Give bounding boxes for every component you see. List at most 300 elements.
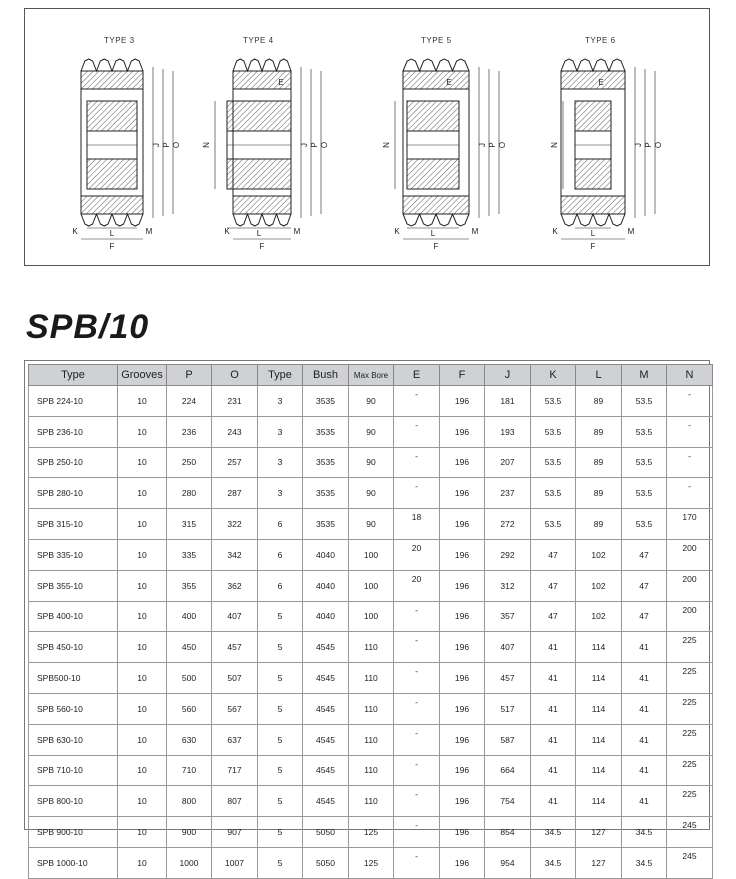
table-cell: 102 bbox=[576, 570, 622, 601]
dimension-letter: K bbox=[552, 227, 558, 236]
table-cell: 127 bbox=[576, 817, 622, 848]
table-cell: - bbox=[667, 447, 713, 478]
table-cell: 200 bbox=[667, 601, 713, 632]
table-cell: SPB 400-10 bbox=[29, 601, 118, 632]
table-cell: 225 bbox=[667, 755, 713, 786]
groove-profile bbox=[561, 214, 625, 226]
table-cell: SPB500-10 bbox=[29, 663, 118, 694]
dimension-letter: L bbox=[256, 229, 262, 238]
table-cell: 10 bbox=[118, 693, 167, 724]
table-cell: 322 bbox=[212, 509, 258, 540]
table-cell: - bbox=[394, 663, 440, 694]
dimension-letter: L bbox=[109, 229, 115, 238]
dimension-letter: N bbox=[382, 142, 391, 148]
table-cell: 10 bbox=[118, 724, 167, 755]
table-cell: 587 bbox=[485, 724, 531, 755]
table-cell: 225 bbox=[667, 693, 713, 724]
table-cell: 6 bbox=[258, 539, 303, 570]
table-cell: SPB 450-10 bbox=[29, 632, 118, 663]
table-cell: 100 bbox=[349, 570, 394, 601]
table-cell: SPB 900-10 bbox=[29, 817, 118, 848]
table-cell: 10 bbox=[118, 447, 167, 478]
table-row bbox=[29, 693, 713, 724]
table-cell: 34.5 bbox=[531, 847, 576, 878]
table-cell: 114 bbox=[576, 786, 622, 817]
table-row bbox=[29, 847, 713, 878]
table-cell: 3535 bbox=[303, 416, 349, 447]
table-cell: 41 bbox=[622, 755, 667, 786]
rim-section bbox=[81, 196, 143, 214]
table-cell: 196 bbox=[440, 447, 485, 478]
table-cell: 5 bbox=[258, 724, 303, 755]
table-cell: 196 bbox=[440, 663, 485, 694]
table-cell: 41 bbox=[622, 786, 667, 817]
table-cell: 225 bbox=[667, 786, 713, 817]
dimension-letter: J bbox=[152, 143, 161, 147]
table-cell: 47 bbox=[622, 570, 667, 601]
table-cell: 10 bbox=[118, 570, 167, 601]
table-cell: 53.5 bbox=[531, 447, 576, 478]
table-cell: 257 bbox=[212, 447, 258, 478]
dimension-letter: M bbox=[145, 227, 153, 236]
table-cell: 20 bbox=[394, 539, 440, 570]
dimension-table-frame bbox=[24, 360, 710, 868]
table-cell: 196 bbox=[440, 416, 485, 447]
table-cell: 196 bbox=[440, 693, 485, 724]
dimension-letter: K bbox=[224, 227, 230, 236]
groove-profile bbox=[81, 59, 143, 71]
table-cell: 243 bbox=[212, 416, 258, 447]
table-cell: 127 bbox=[576, 847, 622, 878]
table-cell: 102 bbox=[576, 601, 622, 632]
table-cell: 110 bbox=[349, 632, 394, 663]
table-cell: 1000 bbox=[167, 847, 212, 878]
table-cell: 41 bbox=[531, 724, 576, 755]
table-cell: 10 bbox=[118, 509, 167, 540]
table-cell: 207 bbox=[485, 447, 531, 478]
table-header-row bbox=[29, 365, 713, 386]
table-cell: 6 bbox=[258, 570, 303, 601]
hub-section bbox=[407, 101, 459, 131]
table-cell: 362 bbox=[212, 570, 258, 601]
table-cell: 10 bbox=[118, 601, 167, 632]
column-header: K bbox=[531, 365, 576, 386]
dimension-letter: M bbox=[627, 227, 635, 236]
table-cell: 5 bbox=[258, 632, 303, 663]
table-cell: 637 bbox=[212, 724, 258, 755]
table-cell: 20 bbox=[394, 570, 440, 601]
dimension-letter: F bbox=[590, 242, 596, 251]
column-header: N bbox=[667, 365, 713, 386]
table-cell: 90 bbox=[349, 416, 394, 447]
dimension-letter: P bbox=[310, 142, 319, 148]
table-cell: 53.5 bbox=[622, 478, 667, 509]
groove-profile bbox=[403, 214, 469, 226]
table-cell: 100 bbox=[349, 601, 394, 632]
table-cell: 102 bbox=[576, 539, 622, 570]
dimension-letter: F bbox=[109, 242, 115, 251]
table-cell: 90 bbox=[349, 386, 394, 417]
table-cell: 342 bbox=[212, 539, 258, 570]
table-row bbox=[29, 447, 713, 478]
table-cell: 287 bbox=[212, 478, 258, 509]
table-cell: 90 bbox=[349, 478, 394, 509]
table-cell: 807 bbox=[212, 786, 258, 817]
column-header: F bbox=[440, 365, 485, 386]
table-cell: 53.5 bbox=[531, 386, 576, 417]
table-cell: 196 bbox=[440, 601, 485, 632]
table-cell: - bbox=[667, 478, 713, 509]
dimension-letter: M bbox=[471, 227, 479, 236]
table-cell: - bbox=[394, 847, 440, 878]
dimension-table bbox=[28, 364, 713, 879]
table-cell: 907 bbox=[212, 817, 258, 848]
table-cell: 10 bbox=[118, 786, 167, 817]
table-cell: 170 bbox=[667, 509, 713, 540]
dimension-letter: N bbox=[202, 142, 211, 148]
table-cell: - bbox=[394, 755, 440, 786]
table-cell: 567 bbox=[212, 693, 258, 724]
table-cell: 110 bbox=[349, 663, 394, 694]
table-cell: 47 bbox=[531, 539, 576, 570]
table-cell: 47 bbox=[622, 539, 667, 570]
table-cell: 196 bbox=[440, 847, 485, 878]
table-cell: 854 bbox=[485, 817, 531, 848]
dimension-letter: O bbox=[498, 141, 507, 149]
table-cell: - bbox=[394, 601, 440, 632]
table-cell: 10 bbox=[118, 847, 167, 878]
dimension-letter: P bbox=[162, 142, 171, 148]
table-cell: 4545 bbox=[303, 693, 349, 724]
table-cell: 312 bbox=[485, 570, 531, 601]
table-cell: 125 bbox=[349, 847, 394, 878]
table-cell: SPB 224-10 bbox=[29, 386, 118, 417]
column-header: O bbox=[212, 365, 258, 386]
table-cell: 5 bbox=[258, 755, 303, 786]
table-cell: 89 bbox=[576, 416, 622, 447]
series-title: SPB/10 bbox=[26, 308, 150, 346]
table-cell: 196 bbox=[440, 724, 485, 755]
table-cell: 3535 bbox=[303, 509, 349, 540]
table-cell: 560 bbox=[167, 693, 212, 724]
table-cell: 53.5 bbox=[531, 416, 576, 447]
table-cell: 41 bbox=[622, 724, 667, 755]
pulley-drawings-panel bbox=[24, 8, 710, 266]
table-cell: 200 bbox=[667, 570, 713, 601]
dimension-letter: P bbox=[488, 142, 497, 148]
table-cell: 10 bbox=[118, 386, 167, 417]
table-cell: 196 bbox=[440, 755, 485, 786]
table-cell: 245 bbox=[667, 847, 713, 878]
table-cell: 5 bbox=[258, 693, 303, 724]
table-cell: SPB 236-10 bbox=[29, 416, 118, 447]
table-body bbox=[29, 386, 713, 879]
table-cell: 114 bbox=[576, 693, 622, 724]
table-cell: - bbox=[394, 447, 440, 478]
rim-section bbox=[403, 196, 469, 214]
column-header: L bbox=[576, 365, 622, 386]
column-header: E bbox=[394, 365, 440, 386]
dimension-letter: E bbox=[278, 78, 284, 87]
table-cell: 4040 bbox=[303, 570, 349, 601]
table-cell: 89 bbox=[576, 386, 622, 417]
table-row bbox=[29, 386, 713, 417]
column-header: Type bbox=[258, 365, 303, 386]
table-cell: 272 bbox=[485, 509, 531, 540]
table-cell: 41 bbox=[622, 632, 667, 663]
table-row bbox=[29, 724, 713, 755]
table-cell: 457 bbox=[212, 632, 258, 663]
column-header: P bbox=[167, 365, 212, 386]
table-cell: 6 bbox=[258, 509, 303, 540]
table-cell: 114 bbox=[576, 663, 622, 694]
table-cell: 10 bbox=[118, 755, 167, 786]
table-cell: 196 bbox=[440, 786, 485, 817]
table-cell: 5 bbox=[258, 817, 303, 848]
table-cell: 110 bbox=[349, 724, 394, 755]
table-cell: 114 bbox=[576, 632, 622, 663]
table-cell: 90 bbox=[349, 509, 394, 540]
table-cell: SPB 560-10 bbox=[29, 693, 118, 724]
table-cell: 335 bbox=[167, 539, 212, 570]
column-header: Grooves bbox=[118, 365, 167, 386]
type-3-label: TYPE 3 bbox=[104, 36, 135, 45]
table-cell: 664 bbox=[485, 755, 531, 786]
hub-section bbox=[575, 101, 611, 131]
hub-section bbox=[87, 159, 137, 189]
table-cell: 400 bbox=[167, 601, 212, 632]
table-cell: 710 bbox=[167, 755, 212, 786]
pulley-cross-section-drawings bbox=[25, 9, 711, 267]
column-header: Type bbox=[29, 365, 118, 386]
table-cell: 41 bbox=[622, 663, 667, 694]
groove-profile bbox=[233, 59, 291, 71]
table-cell: 3535 bbox=[303, 386, 349, 417]
table-cell: 3 bbox=[258, 478, 303, 509]
table-cell: 630 bbox=[167, 724, 212, 755]
table-cell: 53.5 bbox=[622, 509, 667, 540]
hub-section bbox=[227, 101, 291, 131]
table-row bbox=[29, 663, 713, 694]
table-cell: 34.5 bbox=[622, 847, 667, 878]
table-cell: 900 bbox=[167, 817, 212, 848]
table-cell: 4545 bbox=[303, 755, 349, 786]
table-cell: - bbox=[394, 632, 440, 663]
table-cell: 231 bbox=[212, 386, 258, 417]
dimension-letter: F bbox=[259, 242, 265, 251]
table-cell: 292 bbox=[485, 539, 531, 570]
table-cell: 5050 bbox=[303, 847, 349, 878]
table-cell: SPB 280-10 bbox=[29, 478, 118, 509]
table-cell: 47 bbox=[622, 601, 667, 632]
table-cell: SPB 315-10 bbox=[29, 509, 118, 540]
table-cell: 18 bbox=[394, 509, 440, 540]
table-cell: 10 bbox=[118, 478, 167, 509]
table-cell: 5 bbox=[258, 847, 303, 878]
rim-section bbox=[561, 71, 625, 89]
hub-section bbox=[227, 159, 291, 189]
table-cell: 355 bbox=[167, 570, 212, 601]
table-cell: 41 bbox=[531, 786, 576, 817]
dimension-letter: N bbox=[550, 142, 559, 148]
table-cell: 125 bbox=[349, 817, 394, 848]
dimension-letter: J bbox=[634, 143, 643, 147]
table-cell: - bbox=[394, 724, 440, 755]
table-cell: 41 bbox=[531, 755, 576, 786]
type-4-label: TYPE 4 bbox=[243, 36, 274, 45]
table-cell: 236 bbox=[167, 416, 212, 447]
table-cell: 450 bbox=[167, 632, 212, 663]
table-cell: SPB 250-10 bbox=[29, 447, 118, 478]
table-cell: - bbox=[667, 386, 713, 417]
table-cell: 4040 bbox=[303, 601, 349, 632]
table-cell: 717 bbox=[212, 755, 258, 786]
table-cell: 196 bbox=[440, 817, 485, 848]
table-cell: 41 bbox=[622, 693, 667, 724]
table-cell: - bbox=[394, 817, 440, 848]
table-cell: 34.5 bbox=[622, 817, 667, 848]
table-cell: 225 bbox=[667, 724, 713, 755]
table-cell: 4545 bbox=[303, 663, 349, 694]
table-cell: 10 bbox=[118, 416, 167, 447]
table-cell: 954 bbox=[485, 847, 531, 878]
table-cell: - bbox=[394, 786, 440, 817]
table-cell: 754 bbox=[485, 786, 531, 817]
rim-section bbox=[81, 71, 143, 89]
column-header: Bush bbox=[303, 365, 349, 386]
table-cell: 500 bbox=[167, 663, 212, 694]
table-cell: 53.5 bbox=[622, 386, 667, 417]
table-cell: 245 bbox=[667, 817, 713, 848]
table-cell: - bbox=[667, 416, 713, 447]
table-cell: - bbox=[394, 386, 440, 417]
table-cell: 3 bbox=[258, 416, 303, 447]
column-header: Max Bore bbox=[349, 365, 394, 386]
table-cell: 196 bbox=[440, 539, 485, 570]
table-cell: 5050 bbox=[303, 817, 349, 848]
hub-section bbox=[407, 159, 459, 189]
table-cell: 4545 bbox=[303, 724, 349, 755]
table-row bbox=[29, 755, 713, 786]
table-cell: 250 bbox=[167, 447, 212, 478]
table-cell: - bbox=[394, 478, 440, 509]
table-cell: 457 bbox=[485, 663, 531, 694]
table-cell: - bbox=[394, 416, 440, 447]
rim-section bbox=[233, 196, 291, 214]
groove-profile bbox=[81, 214, 143, 226]
table-cell: 10 bbox=[118, 817, 167, 848]
dimension-letter: P bbox=[644, 142, 653, 148]
table-cell: SPB 800-10 bbox=[29, 786, 118, 817]
table-cell: 200 bbox=[667, 539, 713, 570]
column-header: J bbox=[485, 365, 531, 386]
table-cell: 100 bbox=[349, 539, 394, 570]
table-cell: 237 bbox=[485, 478, 531, 509]
table-cell: 89 bbox=[576, 447, 622, 478]
table-cell: 3535 bbox=[303, 478, 349, 509]
table-cell: 53.5 bbox=[622, 416, 667, 447]
table-cell: 181 bbox=[485, 386, 531, 417]
table-cell: SPB 355-10 bbox=[29, 570, 118, 601]
table-cell: 41 bbox=[531, 693, 576, 724]
type-5-label: TYPE 5 bbox=[421, 36, 452, 45]
table-row bbox=[29, 478, 713, 509]
table-cell: 53.5 bbox=[622, 447, 667, 478]
table-cell: 5 bbox=[258, 663, 303, 694]
table-cell: 53.5 bbox=[531, 478, 576, 509]
table-cell: SPB 335-10 bbox=[29, 539, 118, 570]
dimension-letter: K bbox=[394, 227, 400, 236]
hub-section bbox=[575, 159, 611, 189]
table-cell: 4545 bbox=[303, 786, 349, 817]
dimension-letter: L bbox=[430, 229, 436, 238]
table-cell: 90 bbox=[349, 447, 394, 478]
table-cell: 89 bbox=[576, 478, 622, 509]
table-cell: 224 bbox=[167, 386, 212, 417]
rim-section bbox=[561, 196, 625, 214]
table-cell: 315 bbox=[167, 509, 212, 540]
table-cell: 4040 bbox=[303, 539, 349, 570]
table-cell: 407 bbox=[212, 601, 258, 632]
table-cell: 4545 bbox=[303, 632, 349, 663]
table-cell: 800 bbox=[167, 786, 212, 817]
dimension-letter: L bbox=[590, 229, 596, 238]
dimension-letter: J bbox=[478, 143, 487, 147]
table-cell: 10 bbox=[118, 632, 167, 663]
dimension-letter: E bbox=[598, 78, 604, 87]
groove-profile bbox=[561, 59, 625, 71]
table-cell: 10 bbox=[118, 663, 167, 694]
column-header: M bbox=[622, 365, 667, 386]
table-cell: 507 bbox=[212, 663, 258, 694]
type-6-label: TYPE 6 bbox=[585, 36, 616, 45]
table-cell: 193 bbox=[485, 416, 531, 447]
table-cell: 34.5 bbox=[531, 817, 576, 848]
dimension-letter: E bbox=[446, 78, 452, 87]
table-cell: 110 bbox=[349, 755, 394, 786]
table-cell: 196 bbox=[440, 570, 485, 601]
table-cell: 196 bbox=[440, 386, 485, 417]
table-cell: 114 bbox=[576, 755, 622, 786]
table-cell: 5 bbox=[258, 786, 303, 817]
table-cell: 517 bbox=[485, 693, 531, 724]
table-cell: 280 bbox=[167, 478, 212, 509]
table-row bbox=[29, 570, 713, 601]
table-row bbox=[29, 416, 713, 447]
table-cell: 47 bbox=[531, 601, 576, 632]
table-row bbox=[29, 786, 713, 817]
table-cell: SPB 1000-10 bbox=[29, 847, 118, 878]
table-cell: 196 bbox=[440, 478, 485, 509]
table-row bbox=[29, 817, 713, 848]
groove-profile bbox=[403, 59, 469, 71]
table-cell: 225 bbox=[667, 632, 713, 663]
table-cell: 110 bbox=[349, 693, 394, 724]
table-cell: 5 bbox=[258, 601, 303, 632]
table-cell: SPB 630-10 bbox=[29, 724, 118, 755]
rim-section bbox=[403, 71, 469, 89]
table-row bbox=[29, 632, 713, 663]
table-cell: SPB 710-10 bbox=[29, 755, 118, 786]
table-cell: 41 bbox=[531, 663, 576, 694]
table-row bbox=[29, 601, 713, 632]
dimension-letter: K bbox=[72, 227, 78, 236]
table-cell: 3 bbox=[258, 447, 303, 478]
dimension-letter: F bbox=[433, 242, 439, 251]
dimension-letter: O bbox=[172, 141, 181, 149]
table-cell: 225 bbox=[667, 663, 713, 694]
dimension-letter: J bbox=[300, 143, 309, 147]
